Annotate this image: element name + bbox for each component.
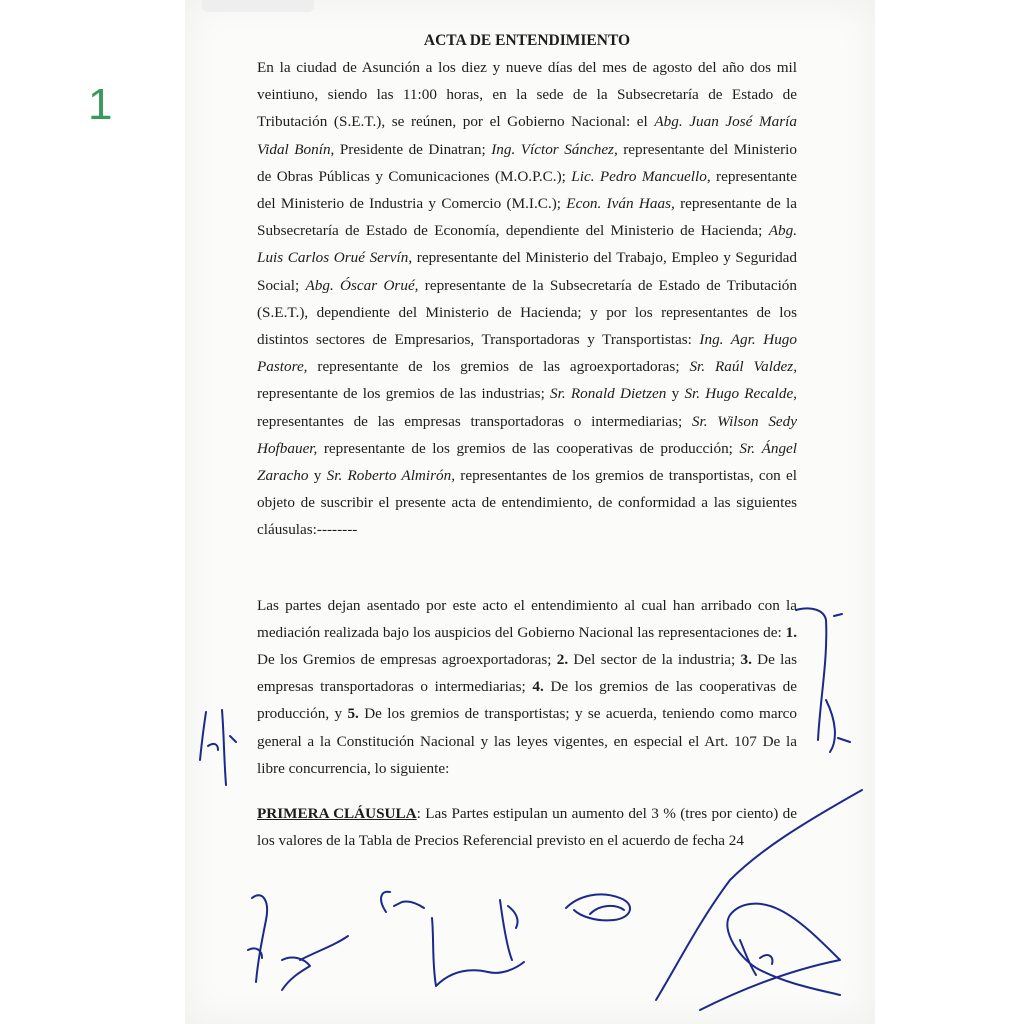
first-clause-label: PRIMERA CLÁUSULA — [257, 805, 417, 823]
text-run: Sr. Roberto Almirón, — [326, 467, 456, 485]
text-run: Sr. Ronald Dietzen — [550, 385, 667, 403]
text-run: Sr. Wilson Sedy Hofbauer, — [257, 412, 797, 457]
document-body — [257, 28, 797, 854]
text-run: representante de la Subsecretaría de Estado de Economía, dependiente del Ministerio de Hacienda; — [257, 195, 797, 240]
text-run: De los Gremios de empresas agroexportadoras; — [257, 651, 557, 669]
document-title: ACTA DE ENTENDIMIENTO — [423, 32, 631, 49]
text-run: Sr. Hugo Recalde, — [684, 385, 797, 403]
text-run: representantes de las empresas transportadoras o intermediarias; — [257, 412, 692, 430]
text-run: 1. — [785, 623, 797, 641]
text-run: De los gremios de transportistas; y se acuerda, teniendo como marco general a la Constitución Nacional y las leyes vigentes, en especial el Art. 107 De la libre concurrencia, lo siguiente: — [257, 705, 798, 777]
text-run: Abg. Luis Carlos Orué Servín, — [257, 222, 797, 267]
text-run: 2. — [556, 651, 569, 669]
top-tab-shadow — [202, 0, 314, 12]
text-run: 5. — [347, 705, 359, 723]
text-run: Sr. Ángel Zaracho — [257, 439, 797, 485]
text-run: Ing. Víctor Sánchez, — [491, 140, 618, 158]
text-run: , Presidente de Dinatran; — [330, 140, 492, 158]
text-run: Abg. Óscar Orué, — [305, 276, 419, 294]
first-clause-text: : Las Partes estipulan un aumento del 3 % (tres por ciento) de los valores de la Tabla de Precios Referencial previsto en el acuerdo de fecha 24 — [257, 805, 797, 850]
text-run: y — [666, 385, 685, 403]
text-run: y — [308, 467, 327, 485]
text-run: Abg. Juan José María Vidal Bonín — [257, 113, 797, 158]
text-run: Sr. Raúl Valdez, — [689, 358, 797, 376]
first-clause-paragraph — [257, 800, 797, 854]
text-run: representantes de los gremios de transportistas, con el objeto de suscribir el presente acta de entendimiento, de conformidad a las siguientes cláusulas:-------- — [257, 467, 798, 539]
intro-paragraph — [257, 54, 797, 544]
text-run: Lic. Pedro Mancuello, — [571, 167, 711, 185]
text-run: representante de los gremios de las industrias; — [257, 385, 551, 403]
text-run: En la ciudad de Asunción a los diez y nueve días del mes de agosto del año dos mil veintiuno, siendo las 11:00 horas, en la sede de la Subsecretaría de Estado de Tributación (S.E.T.), se reúnen, por el Gobierno Nacional: el — [257, 59, 797, 131]
text-run: representante de los gremios de las cooperativas de producción; — [317, 439, 740, 457]
agreement-paragraph — [257, 592, 797, 782]
text-run: 4. — [532, 678, 544, 696]
text-run: representante de los gremios de las agroexportadoras; — [307, 358, 690, 376]
text-run: Las partes dejan asentado por este acto el entendimiento al cual han arribado con la mediación realizada bajo los auspicios del Gobierno Nacional las representaciones de: — [257, 596, 797, 641]
text-run: representante del Ministerio del Trabajo, Empleo y Seguridad Social; — [257, 249, 797, 294]
text-run: Econ. Iván Haas, — [566, 195, 675, 213]
page-number: 1 — [88, 80, 113, 129]
text-run: Ing. Agr. Hugo Pastore, — [257, 331, 797, 376]
text-run: De las empresas transportadoras o intermediarias; — [257, 651, 797, 696]
text-run: Del sector de la industria; — [568, 651, 741, 669]
text-run: representante del Ministerio de Obras Públicas y Comunicaciones (M.O.P.C.); — [257, 140, 797, 185]
text-run: representante de la Subsecretaría de Estado de Tributación (S.E.T.), dependiente del Ministerio de Hacienda; y por los representantes de los distintos sectores de Empresarios, Transportadoras y Transportistas: — [257, 276, 797, 349]
text-run: representante del Ministerio de Industria y Comercio (M.I.C.); — [257, 167, 797, 213]
text-run: De los gremios de las cooperativas de producción, y — [257, 678, 797, 723]
text-run: 3. — [740, 651, 752, 669]
